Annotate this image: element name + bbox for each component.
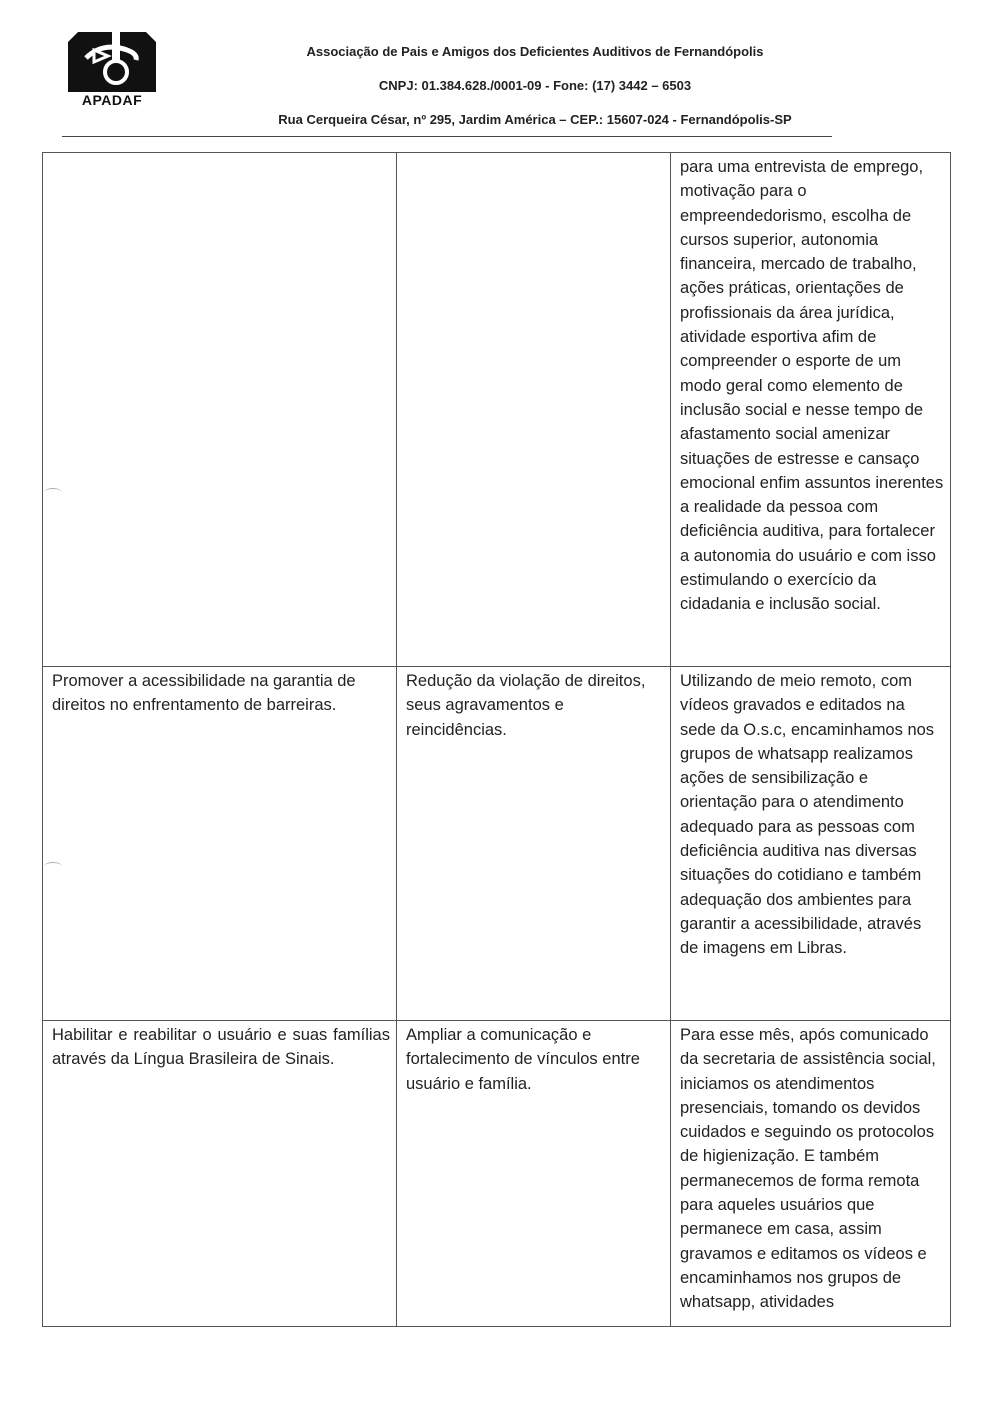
address: Rua Cerqueira César, nº 295, Jardim América – CEP.: 15607-024 - Fernandópolis-SP xyxy=(278,112,792,127)
ear-logo-icon xyxy=(66,30,158,94)
objective-cell: Habilitar e reabilitar o usuário e suas famílias através da Língua Brasileira de Sinais. xyxy=(43,1021,397,1327)
action-cell: para uma entrevista de emprego, motivação para o empreendedorismo, escolha de cursos superior, autonomia financeira, mercado de trabalho, ações práticas, orientações de profissionais da área jurídica, atividade esportiva afim de compreender o esporte de um modo geral como elemento de inclusão social e nesse tempo de afastamento social amenizar situações de estresse e cansaço emocional enfim assuntos inerentes a realidade da pessoa com deficiência auditiva, para fortalecer a autonomia do usuário e com isso estimulando o exercício da cidadania e inclusão social. xyxy=(671,153,951,667)
organization-logo xyxy=(66,30,158,112)
objective-cell: Promover a acessibilidade na garantia de direitos no enfrentamento de barreiras. xyxy=(43,667,397,1021)
result-cell xyxy=(397,153,671,667)
result-cell: Redução da violação de direitos, seus agravamentos e reincidências. xyxy=(397,667,671,1021)
cnpj-phone: CNPJ: 01.384.628./0001-09 - Fone: (17) 3442 – 6503 xyxy=(378,78,692,93)
activities-table xyxy=(42,152,951,1327)
table-row xyxy=(43,667,951,1021)
header-divider xyxy=(62,136,832,137)
scan-mark xyxy=(44,862,62,871)
objective-cell xyxy=(43,153,397,667)
organization-name: Associação de Pais e Amigos dos Deficientes Auditivos de Fernandópolis xyxy=(306,44,764,59)
result-cell: Ampliar a comunicação e fortalecimento de vínculos entre usuário e família. xyxy=(397,1021,671,1327)
table-row xyxy=(43,1021,951,1327)
action-cell: Para esse mês, após comunicado da secretaria de assistência social, iniciamos os atendimentos presenciais, tomando os devidos cuidados e seguindo os protocolos de higienização. E também permanecemos de forma remota para aqueles usuários que permanece em casa, assim gravamos e editamos os vídeos e encaminhamos nos grupos de whatsapp, atividades xyxy=(671,1021,951,1327)
table-row xyxy=(43,153,951,667)
logo-text: APADAF xyxy=(81,92,143,108)
scan-mark xyxy=(44,488,62,497)
action-cell: Utilizando de meio remoto, com vídeos gravados e editados na sede da O.s.c, encaminhamos nos grupos de whatsapp realizamos ações de sensibilização e orientação para o atendimento adequado para as pessoas com deficiência auditiva nas diversas situações do cotidiano e também adequação dos ambientes para garantir a acessibilidade, através de imagens em Libras. xyxy=(671,667,951,1021)
